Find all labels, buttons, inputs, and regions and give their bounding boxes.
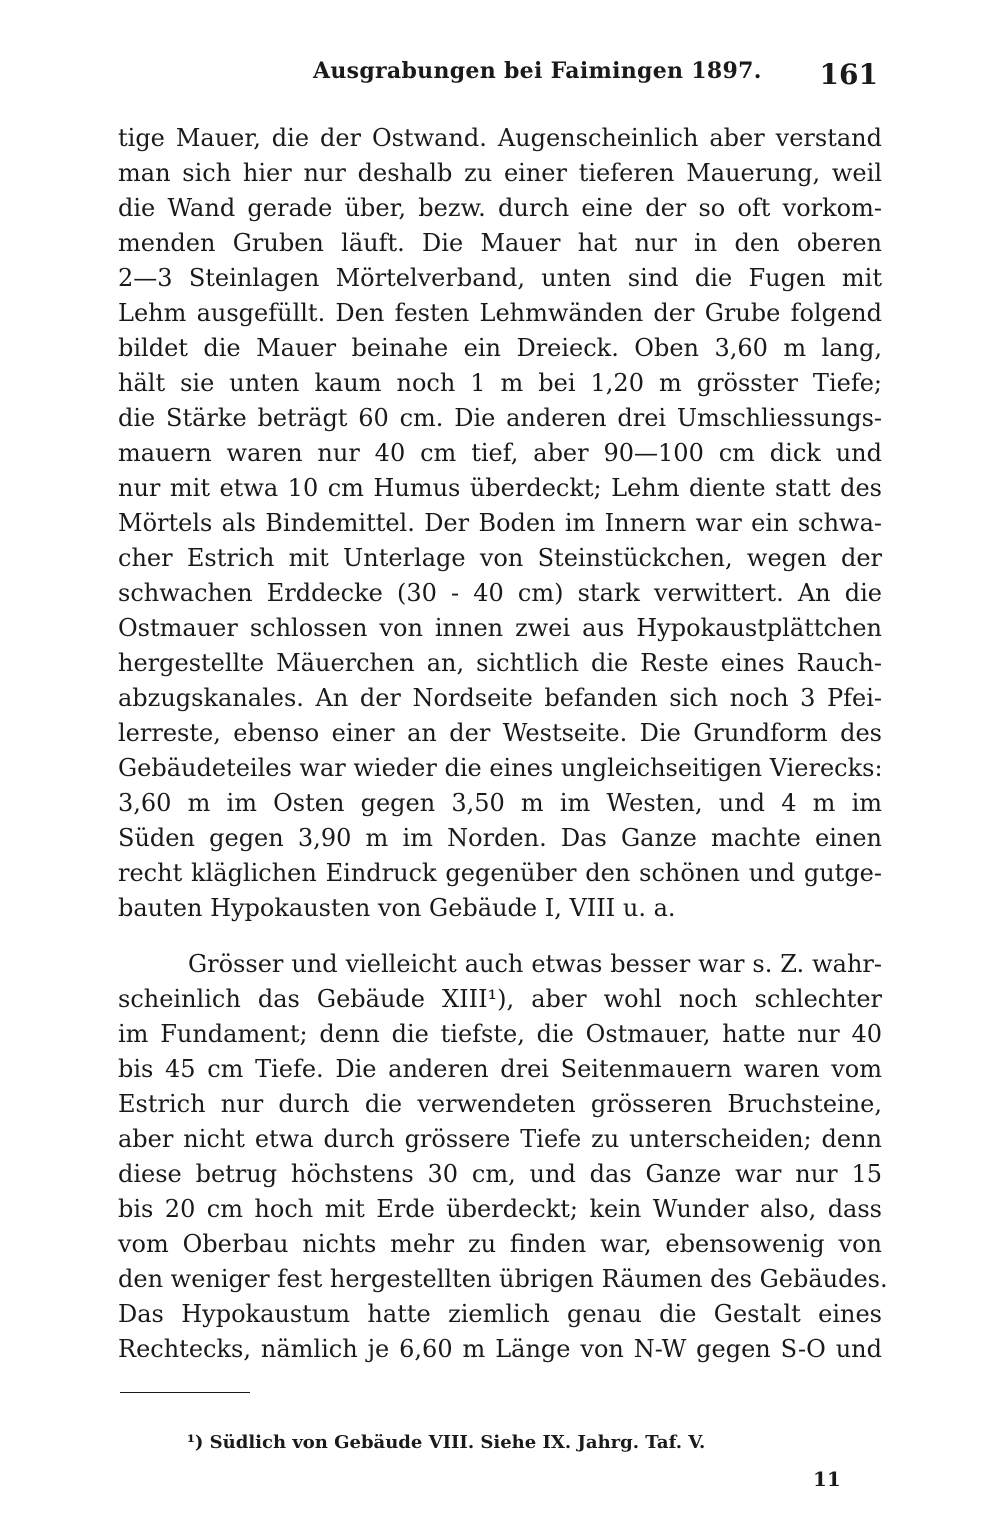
text-line: bis 45 cm Tiefe. Die anderen drei Seitenmauern waren vom [118, 1055, 882, 1083]
printer-signature-mark: 11 [813, 1467, 841, 1491]
page-number: 161 [819, 58, 878, 91]
text-line: diese betrug höchstens 30 cm, und das Ganze war nur 15 [118, 1160, 882, 1188]
text-line: Mörtels als Bindemittel. Der Boden im Innern war ein schwa- [118, 509, 882, 537]
text-line: bis 20 cm hoch mit Erde überdeckt; kein Wunder also, dass [118, 1195, 882, 1223]
text-line: schwachen Erddecke (30 - 40 cm) stark verwittert. An die [118, 579, 882, 607]
text-line: 2—3 Steinlagen Mörtelverband, unten sind die Fugen mit [118, 264, 882, 292]
text-line: die Stärke beträgt 60 cm. Die anderen drei Umschliessungs- [118, 404, 882, 432]
text-line: scheinlich das Gebäude XIII¹), aber wohl noch schlechter [118, 985, 882, 1013]
text-line: man sich hier nur deshalb zu einer tieferen Mauerung, weil [118, 159, 882, 187]
text-line: die Wand gerade über, bezw. durch eine der so oft vorkom- [118, 194, 882, 222]
text-line: tige Mauer, die der Ostwand. Augenscheinlich aber verstand [118, 124, 882, 152]
text-line: lerreste, ebenso einer an der Westseite. Die Grundform des [118, 719, 882, 747]
text-line: cher Estrich mit Unterlage von Steinstückchen, wegen der [118, 544, 882, 572]
text-line: 3,60 m im Osten gegen 3,50 m im Westen, und 4 m im [118, 789, 882, 817]
text-line: bildet die Mauer beinahe ein Dreieck. Oben 3,60 m lang, [118, 334, 882, 362]
text-line: Süden gegen 3,90 m im Norden. Das Ganze machte einen [118, 824, 882, 852]
text-line: den weniger fest hergestellten übrigen Räumen des Gebäudes. [118, 1265, 888, 1293]
text-line: hergestellte Mäuerchen an, sichtlich die Reste eines Rauch- [118, 649, 882, 677]
text-line: im Fundament; denn die tiefste, die Ostmauer, hatte nur 40 [118, 1020, 882, 1048]
text-line: hält sie unten kaum noch 1 m bei 1,20 m grösster Tiefe; [118, 369, 882, 397]
text-line: menden Gruben läuft. Die Mauer hat nur in den oberen [118, 229, 882, 257]
text-line: nur mit etwa 10 cm Humus überdeckt; Lehm diente statt des [118, 474, 882, 502]
text-line: Lehm ausgefüllt. Den festen Lehmwänden der Grube folgend [118, 299, 882, 327]
text-line: recht kläglichen Eindruck gegenüber den schönen und gutge- [118, 859, 882, 887]
text-line: Grösser und vielleicht auch etwas besser war s. Z. wahr- [188, 950, 882, 978]
text-line: mauern waren nur 40 cm tief, aber 90—100 cm dick und [118, 439, 882, 467]
text-line: bauten Hypokausten von Gebäude I, VIII u. a. [118, 894, 676, 922]
text-line: Estrich nur durch die verwendeten grösseren Bruchsteine, [118, 1090, 882, 1118]
text-line: Rechtecks, nämlich je 6,60 m Länge von N-W gegen S-O und [118, 1335, 882, 1363]
text-line: abzugskanales. An der Nordseite befanden sich noch 3 Pfei- [118, 684, 882, 712]
text-line: vom Oberbau nichts mehr zu finden war, ebensowenig von [118, 1230, 882, 1258]
text-line: aber nicht etwa durch grössere Tiefe zu unterscheiden; denn [118, 1125, 882, 1153]
footnote: ¹) Südlich von Gebäude VIII. Siehe IX. Jahrg. Taf. V. [187, 1432, 706, 1453]
running-header-title: Ausgrabungen bei Faimingen 1897. [313, 58, 762, 84]
text-line: Ostmauer schlossen von innen zwei aus Hypokaustplättchen [118, 614, 882, 642]
footnote-divider [120, 1392, 250, 1393]
text-line: Das Hypokaustum hatte ziemlich genau die Gestalt eines [118, 1300, 882, 1328]
text-line: Gebäudeteiles war wieder die eines ungleichseitigen Vierecks: [118, 754, 883, 782]
